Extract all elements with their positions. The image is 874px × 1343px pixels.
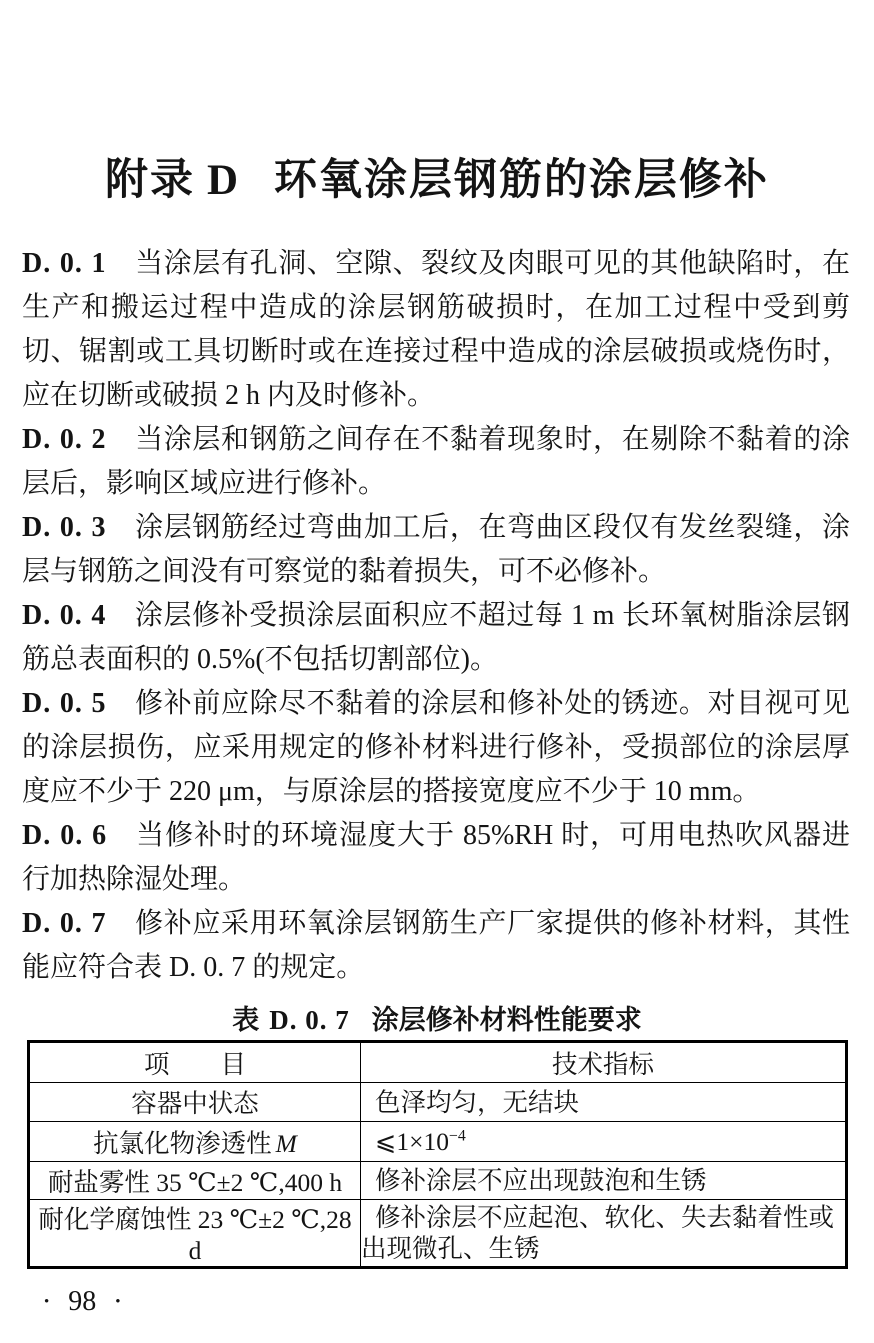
- clause-text: 修补前应除尽不黏着的涂层和修补处的锈迹。对目视可见的涂层损伤，应采用规定的修补材料进行修补，受损部位的涂层厚度应不少于 220 μm，与原涂层的搭接宽度应不少于 10 mm。: [22, 688, 850, 807]
- item-cell: 耐盐雾性 35 ℃±2 ℃,400 h: [29, 1162, 361, 1200]
- caption-number: D. 0. 7: [269, 1005, 350, 1035]
- title-letter: D: [206, 157, 241, 204]
- item-cell: 容器中状态: [29, 1083, 361, 1122]
- clause-d-0-4: [22, 594, 850, 682]
- clause-number: D. 0. 3: [22, 512, 107, 543]
- table-row: [29, 1083, 847, 1122]
- clause-number: D. 0. 4: [22, 600, 107, 631]
- column-header-spec: 技术指标: [361, 1042, 847, 1083]
- clause-d-0-7: [22, 902, 850, 990]
- table-row: [29, 1162, 847, 1200]
- page-number-dot-right: •: [115, 1293, 121, 1310]
- page-number-value: 98: [68, 1286, 97, 1317]
- clause-number: D. 0. 2: [22, 424, 107, 455]
- clause-text: 当涂层有孔洞、空隙、裂纹及肉眼可见的其他缺陷时，在生产和搬运过程中造成的涂层钢筋破损时，在加工过程中受到剪切、锯割或工具切断时或在连接过程中造成的涂层破损或烧伤时，应在切断或破损 2 h 内及时修补。: [22, 248, 850, 411]
- caption-prefix: 表: [232, 1005, 260, 1035]
- clause-text: 当涂层和钢筋之间存在不黏着现象时，在剔除不黏着的涂层后，影响区域应进行修补。: [22, 424, 850, 499]
- table-row: [29, 1122, 847, 1162]
- spec-value: ⩽1×10: [375, 1127, 449, 1156]
- spec-cell: 修补涂层不应起泡、软化、失去黏着性或出现微孔、生锈: [361, 1200, 847, 1268]
- clause-text: 涂层修补受损涂层面积应不超过每 1 m 长环氧树脂涂层钢筋总表面积的 0.5%(不包括切割部位)。: [22, 600, 850, 675]
- clause-d-0-6: [22, 814, 850, 902]
- page-number: [44, 1286, 121, 1318]
- clause-number: D. 0. 1: [22, 248, 107, 279]
- table-caption: [0, 998, 874, 1037]
- clause-text: 当修补时的环境湿度大于 85%RH 时，可用电热吹风器进行加热除湿处理。: [22, 820, 850, 895]
- spec-exponent: −4: [449, 1127, 466, 1145]
- title-text: 环氧涂层钢筋的涂层修补: [274, 156, 770, 204]
- table-header-row: [29, 1042, 847, 1083]
- page-title: [0, 146, 874, 207]
- clause-d-0-1: [22, 242, 850, 418]
- clause-d-0-5: [22, 682, 850, 814]
- page-number-dot-left: •: [44, 1293, 50, 1310]
- clause-d-0-3: [22, 506, 850, 594]
- table-row: [29, 1200, 847, 1268]
- clause-number: D. 0. 7: [22, 908, 107, 939]
- spec-cell: 色泽均匀，无结块: [361, 1083, 847, 1122]
- title-prefix: 附录: [104, 156, 195, 204]
- spec-table: [27, 1040, 848, 1269]
- clause-text: 修补应采用环氧涂层钢筋生产厂家提供的修补材料，其性能应符合表 D. 0. 7 的规定。: [22, 908, 850, 983]
- clause-number: D. 0. 6: [22, 820, 108, 851]
- item-text: 抗氯化物渗透性: [93, 1128, 272, 1158]
- column-header-item: 项 目: [29, 1042, 361, 1083]
- variable-m: M: [275, 1128, 297, 1158]
- clause-text: 涂层钢筋经过弯曲加工后，在弯曲区段仅有发丝裂缝，涂层与钢筋之间没有可察觉的黏着损失，可不必修补。: [22, 512, 850, 587]
- spec-cell: 修补涂层不应出现鼓泡和生锈: [361, 1162, 847, 1200]
- item-cell: [29, 1122, 361, 1162]
- spec-cell: [361, 1122, 847, 1162]
- clause-list: [22, 242, 850, 990]
- item-cell: 耐化学腐蚀性 23 ℃±2 ℃,28 d: [29, 1200, 361, 1268]
- caption-title: 涂层修补材料性能要求: [371, 1005, 642, 1035]
- clause-d-0-2: [22, 418, 850, 506]
- clause-number: D. 0. 5: [22, 688, 107, 719]
